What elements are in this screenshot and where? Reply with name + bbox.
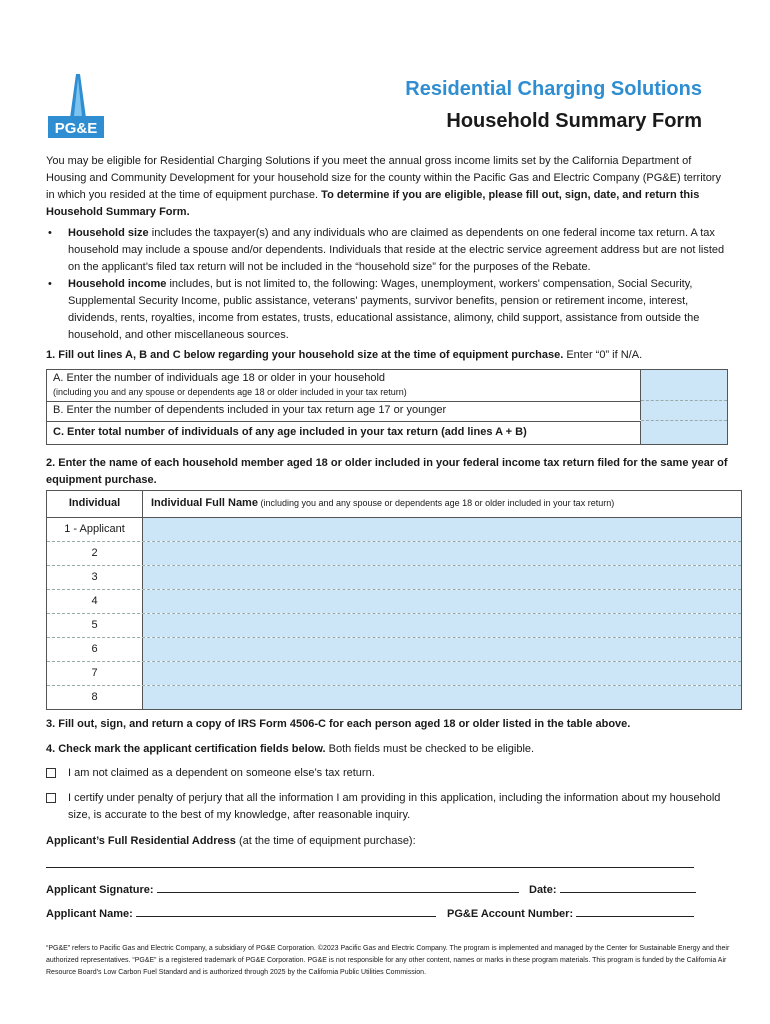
name-input[interactable] [143,542,741,565]
account-number-label: PG&E Account Number: [447,908,574,920]
signature-input-line[interactable] [157,881,519,893]
name-input[interactable] [143,614,741,637]
bullet-term: Household size [68,227,149,239]
name-input[interactable] [143,638,741,661]
section1-heading-text: 1. Fill out lines A, B and C below regarding your household size at the time of equipment purchase. [46,349,564,361]
address-input-line[interactable] [46,855,694,868]
applicant-name-label: Applicant Name: [46,908,133,920]
intro-paragraph [46,153,730,221]
certification-perjury-text: I certify under penalty of perjury that all the information I am providing in this application, including the information about my household size, is accurate to the best of my knowledge, after reasonable inquiry. [68,792,721,821]
table-row [47,661,741,685]
header-full-name-text: Individual Full Name [151,497,258,509]
name-input[interactable] [143,566,741,589]
date-row [529,881,696,896]
checkbox[interactable] [46,793,56,803]
table-row [47,541,741,565]
table-row [47,589,741,613]
bullet-text: includes, but is not limited to, the following: Wages, unemployment, workers' compensation, Social Security, Supplemental Security Income, public assistance, veterans' payments, survivor benefits, pension or retirement income, interest, dividends, rents, royalties, income from estates, trusts, educational assistance, alimony, child support, assistance from outside the household, and other miscellaneous sources. [68,278,700,341]
line-b-text: B. Enter the number of dependents included in your tax return age 17 or younger [53,404,447,416]
account-row [447,905,694,920]
date-label: Date: [529,884,557,896]
section2-heading: 2. Enter the name of each household member aged 18 or older included in your federal income tax return filed for the same year of equipment purchase. [46,457,728,486]
table-row [47,637,741,661]
section4-heading-text: 4. Check mark the applicant certification fields below. [46,743,326,755]
bullet-term: Household income [68,278,167,290]
line-c-input[interactable] [641,421,727,444]
row-label: 2 [47,542,143,565]
header-individual: Individual [47,491,143,517]
table-header-row [47,491,741,517]
row-label: 5 [47,614,143,637]
household-size-table [46,369,728,445]
address-label-text: Applicant’s Full Residential Address [46,835,236,847]
row-label: 4 [47,590,143,613]
name-row [46,905,436,920]
row-label: 7 [47,662,143,685]
signature-label: Applicant Signature: [46,884,154,896]
line-a-subtext: (including you and any spouse or dependents age 18 or older included in your tax return) [53,387,407,397]
line-b-input[interactable] [641,401,727,421]
header-full-name-note: (including you and any spouse or dependents age 18 or older included in your tax return) [257,498,615,508]
address-label-note: (at the time of equipment purchase): [235,835,416,847]
table-row [47,685,741,709]
table-row [47,613,741,637]
row-label: 8 [47,686,143,709]
table-row [47,517,741,541]
applicant-name-input-line[interactable] [136,905,436,917]
bullet-icon: • [48,227,52,239]
table-row [47,565,741,589]
date-input-line[interactable] [560,881,696,893]
line-a-input[interactable] [641,370,727,401]
line-b-label [47,401,641,420]
line-a-label [47,370,641,401]
section1-heading [46,347,730,364]
line-c-text: C. Enter total number of individuals of any age included in your tax return (add lines A + B) [53,426,527,438]
household-members-table [46,490,742,710]
account-number-input-line[interactable] [576,905,694,917]
bullet-text: includes the taxpayer(s) and any individuals who are claimed as dependents on one federal income tax return. A tax household may include a spouse and/or dependents. Individuals that reside at the electric service agreement address but are not listed on the applicant’s filed tax return will not be included in the “household size” for the purposes of the Rebate. [68,227,725,273]
header-full-name [143,491,741,517]
pge-logo [46,72,106,140]
page-subtitle: Household Summary Form [446,110,702,132]
row-label: 6 [47,638,143,661]
section1-note: Enter “0” if N/A. [563,349,643,361]
line-c-label [47,421,641,444]
page-title: Residential Charging Solutions [405,78,702,100]
section4-note: Both fields must be checked to be eligible. [325,743,535,755]
checkbox[interactable] [46,768,56,778]
logo-text: PG&E [54,120,98,137]
line-a-text: A. Enter the number of individuals age 18 or older in your household [53,372,386,384]
certification-dependent-text: I am not claimed as a dependent on someone else’s tax return. [68,767,375,779]
row-label: 3 [47,566,143,589]
name-input[interactable] [143,686,741,709]
row-label: 1 - Applicant [47,518,143,541]
signature-row [46,881,519,896]
bullet-icon: • [48,278,52,290]
name-input[interactable] [143,662,741,685]
intro-bold: To determine if you are eligible, please fill out, sign, date, and return this Household Summary Form. [46,189,700,218]
section3-heading: 3. Fill out, sign, and return a copy of IRS Form 4506-C for each person aged 18 or older listed in the table above. [46,718,631,730]
intro-text: You may be eligible for Residential Charging Solutions if you meet the annual gross income limits set by the California Department of Housing and Community Development for your household size for the county within the Pacific Gas and Electric Company (PG&E) territory in which you resided at the time of equipment purchase. [46,155,721,201]
section4-heading [46,741,730,758]
name-input[interactable] [143,590,741,613]
footer-disclaimer: “PG&E” refers to Pacific Gas and Electric Company, a subsidiary of PG&E Corporation. ©2023 Pacific Gas and Electric Company. The program is implemented and managed by the Center for Sustainable Energy and their authorized representatives. “PG&E” is a registered trademark of PG&E Corporation. PG&E is not responsible for any other content, names or marks in these program materials. This program is funded by the California Air Resource Board’s Low Carbon Fuel Standard and is authorized through 2025 by the California Public Utilities Commission. [46,945,730,976]
name-input[interactable] [143,518,741,541]
address-label [46,833,730,850]
